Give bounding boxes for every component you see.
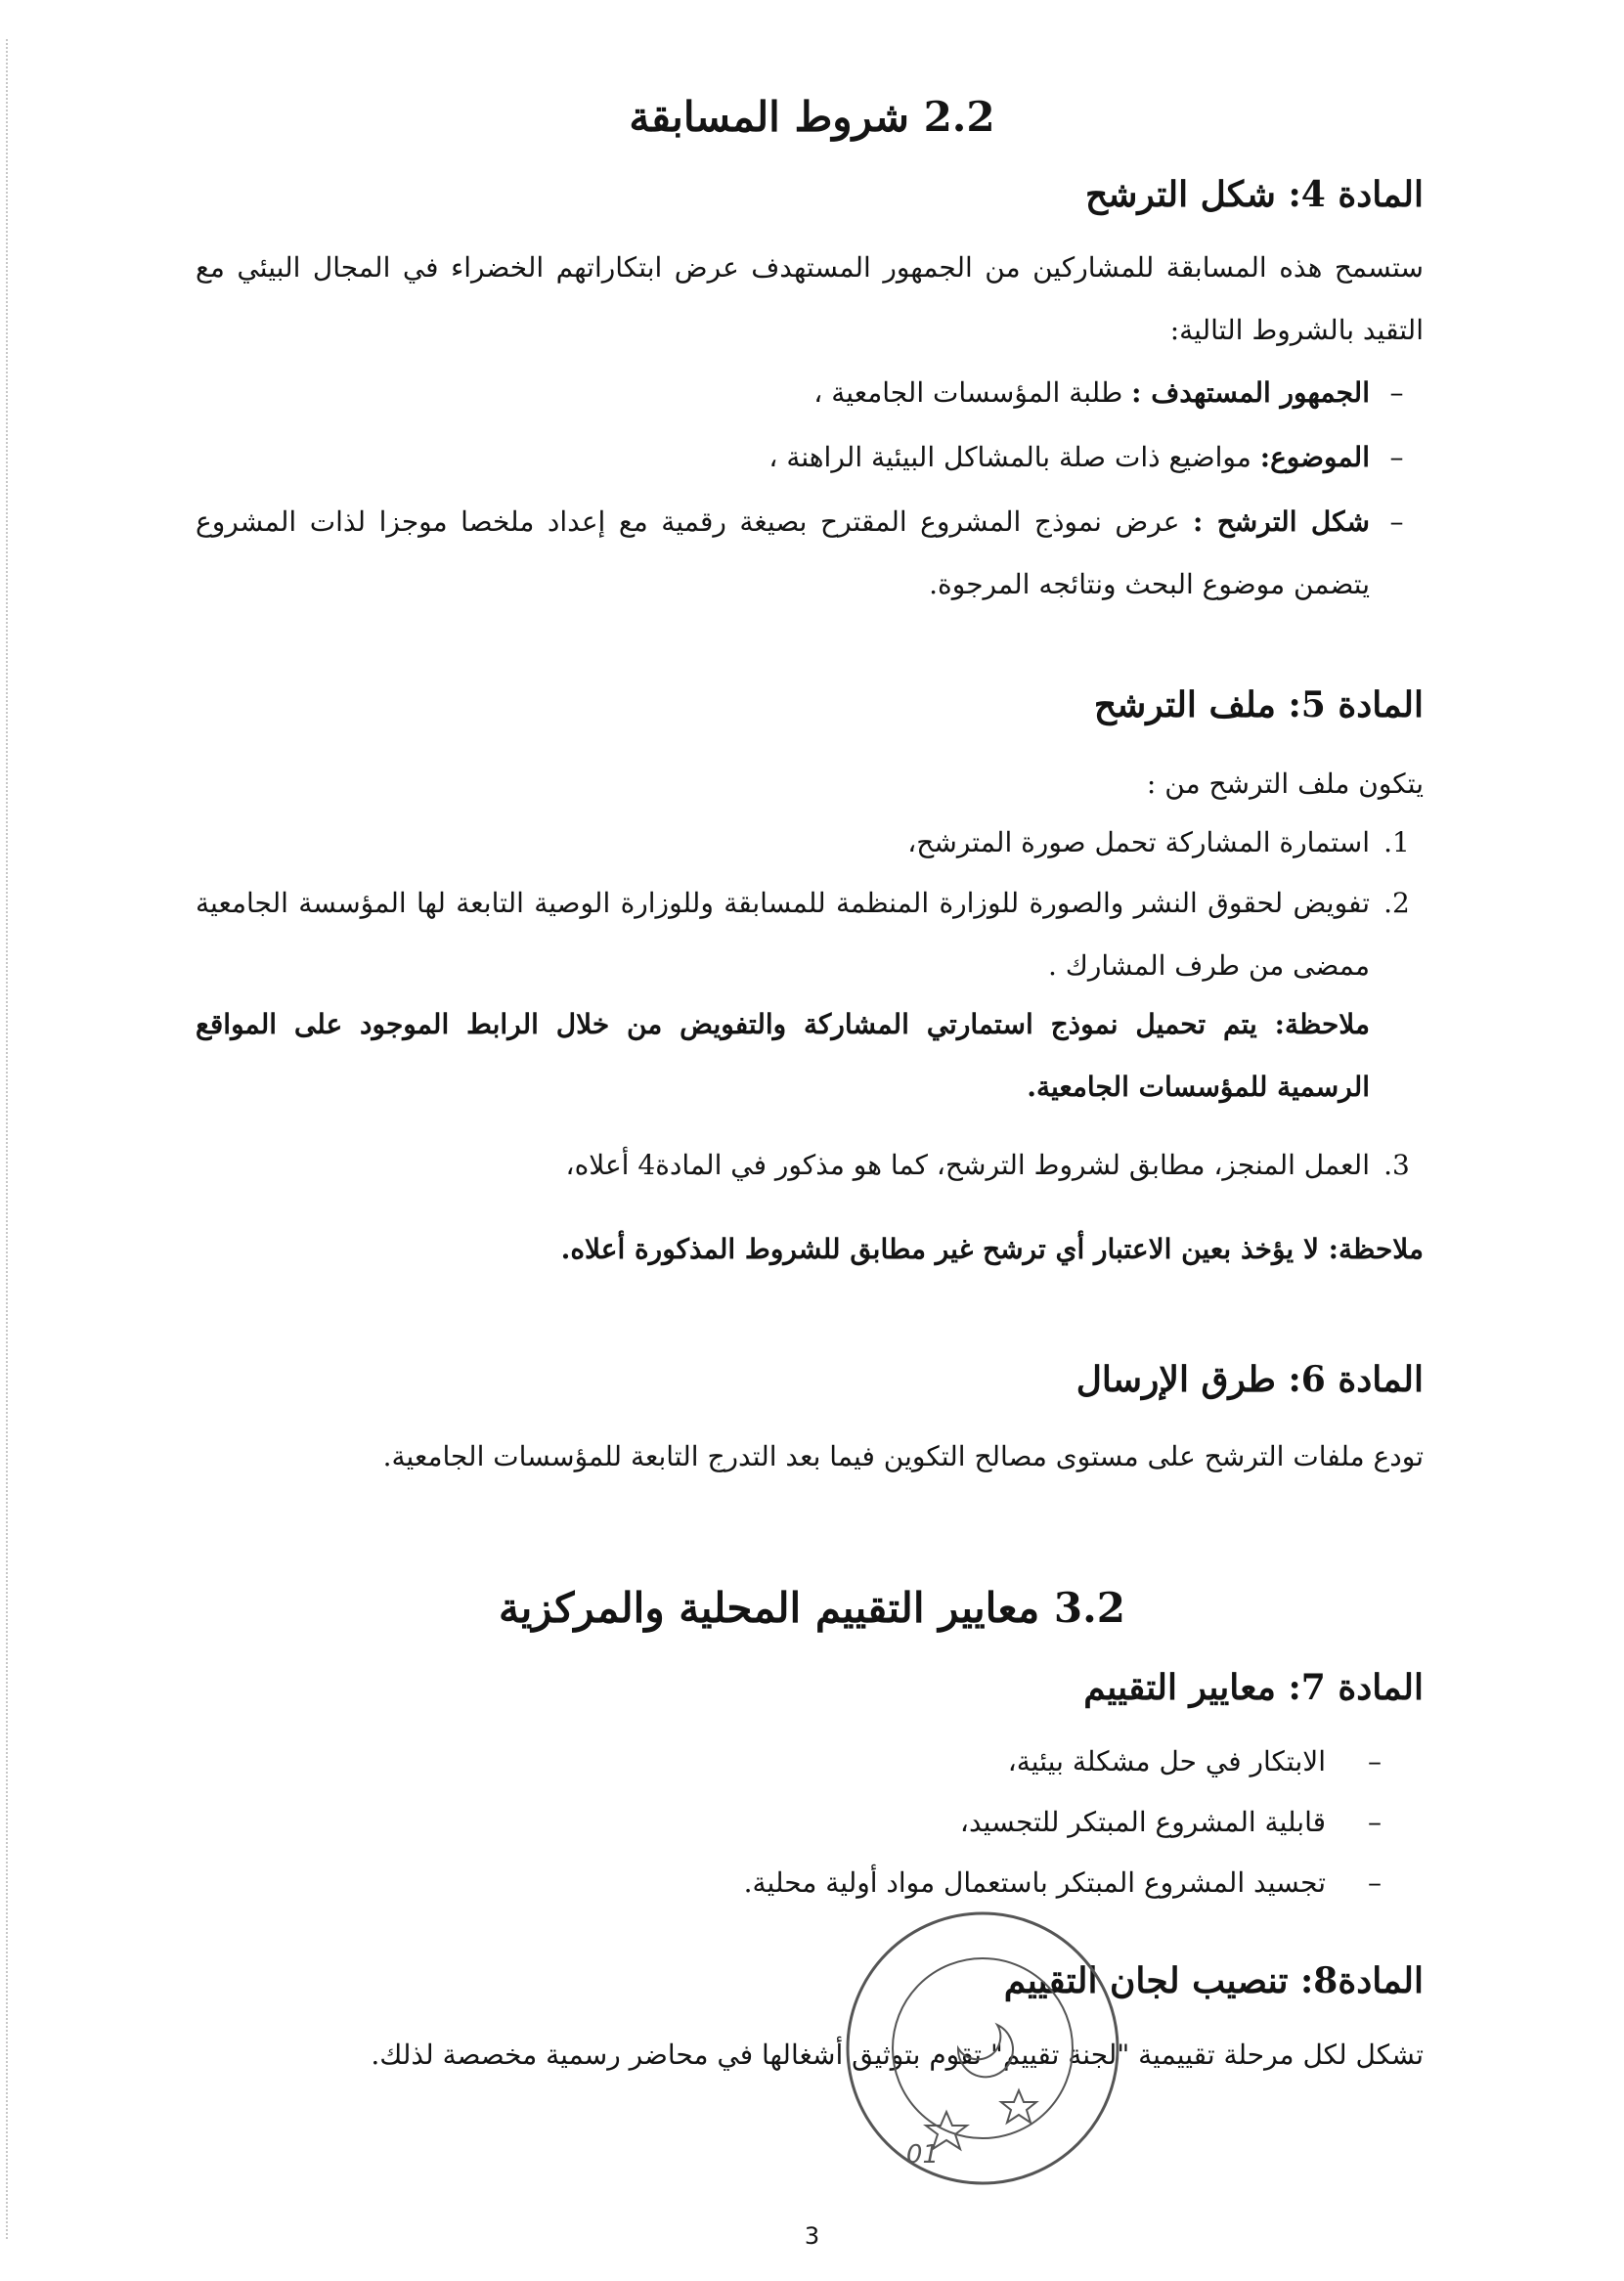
article-5-item (196, 872, 1424, 997)
item-number: 3. (1383, 1149, 1410, 1181)
article-5-item (196, 812, 1424, 874)
article-5-intro: يتكون ملف الترشح من : (1146, 768, 1424, 800)
page-number: 3 (804, 2222, 820, 2250)
list-dash: – (1389, 505, 1404, 538)
article-4-item (196, 426, 1424, 489)
item-text: قابلية المشروع المبتكر للتجسيد، (959, 1806, 1326, 1838)
section-title-conditions: 2.2 شروط المسابقة (629, 93, 995, 141)
article-6-heading: المادة 6: طرق الإرسال (1075, 1359, 1424, 1400)
official-stamp (841, 1907, 1124, 2190)
item-number: 2. (1383, 887, 1410, 919)
list-dash: – (1368, 1866, 1382, 1899)
item-label: الموضوع: (1259, 441, 1370, 473)
article-8-heading: المادة8: تنصيب لجان التقييم (1003, 1960, 1424, 2001)
article-8-text: تشكل لكل مرحلة تقييمية "لجنة تقييم" تقوم بتوثيق أشغالها في محاضر رسمية مخصصة لذلك. (371, 2039, 1424, 2071)
stamp-number: 01 (905, 2140, 939, 2170)
article-7-item (196, 1852, 1424, 1914)
scan-edge-artifact (6, 39, 22, 2239)
item-text: العمل المنجز، مطابق لشروط الترشح، كما هو مذكور في المادة4 أعلاه، (565, 1149, 1370, 1181)
item-text: مواضيع ذات صلة بالمشاكل البيئية الراهنة ، (768, 441, 1251, 473)
article-7-item (196, 1791, 1424, 1854)
item-label: الجمهور المستهدف : (1131, 376, 1370, 409)
article-5-inline-note: ملاحظة: يتم تحميل نموذج استمارتي المشاركة والتفويض من خلال الرابط الموجود على المواقع الرسمية للمؤسسات الجامعية. (196, 1008, 1370, 1103)
item-text: عرض نموذج المشروع المقترح بصيغة رقمية مع إعداد ملخصا موجزا لذات المشروع يتضمن موضوع البحث ونتائجه المرجوة. (196, 505, 1370, 600)
item-text: تفويض لحقوق النشر والصورة للوزارة المنظمة للمسابقة وللوزارة الوصية التابعة لها المؤسسة الجامعية ممضى من طرف المشارك . (196, 887, 1370, 982)
article-4-intro: ستسمح هذه المسابقة للمشاركين من الجمهور المستهدف عرض ابتكاراتهم الخضراء في المجال البيئي مع التقيد بالشروط التالية: (196, 251, 1424, 346)
list-dash: – (1389, 376, 1404, 409)
article-7-heading: المادة 7: معايير التقييم (1083, 1667, 1424, 1708)
article-4-item (196, 491, 1424, 616)
item-text: استمارة المشاركة تحمل صورة المترشح، (907, 826, 1370, 858)
list-dash: – (1389, 441, 1404, 473)
item-number: 1. (1383, 826, 1410, 858)
item-label: شكل الترشح : (1193, 505, 1371, 538)
list-dash: – (1368, 1745, 1382, 1777)
article-4-item (196, 362, 1424, 424)
article-5-final-note: ملاحظة: لا يؤخذ بعين الاعتبار أي ترشح غير مطابق للشروط المذكورة أعلاه. (560, 1233, 1424, 1265)
item-text: طلبة المؤسسات الجامعية ، (813, 376, 1123, 409)
list-dash: – (1368, 1806, 1382, 1838)
article-5-heading: المادة 5: ملف الترشح (1093, 684, 1424, 725)
article-4-heading: المادة 4: شكل الترشح (1084, 174, 1424, 215)
section-title-evaluation: 3.2 معايير التقييم المحلية والمركزية (499, 1584, 1125, 1632)
article-5-item (196, 1134, 1424, 1197)
article-6-text: تودع ملفات الترشح على مستوى مصالح التكوين فيما بعد التدرج التابعة للمؤسسات الجامعية. (382, 1440, 1424, 1472)
article-7-item (196, 1731, 1424, 1793)
item-text: الابتكار في حل مشكلة بيئية، (1007, 1745, 1326, 1777)
item-text: تجسيد المشروع المبتكر باستعمال مواد أولية محلية. (743, 1866, 1326, 1899)
